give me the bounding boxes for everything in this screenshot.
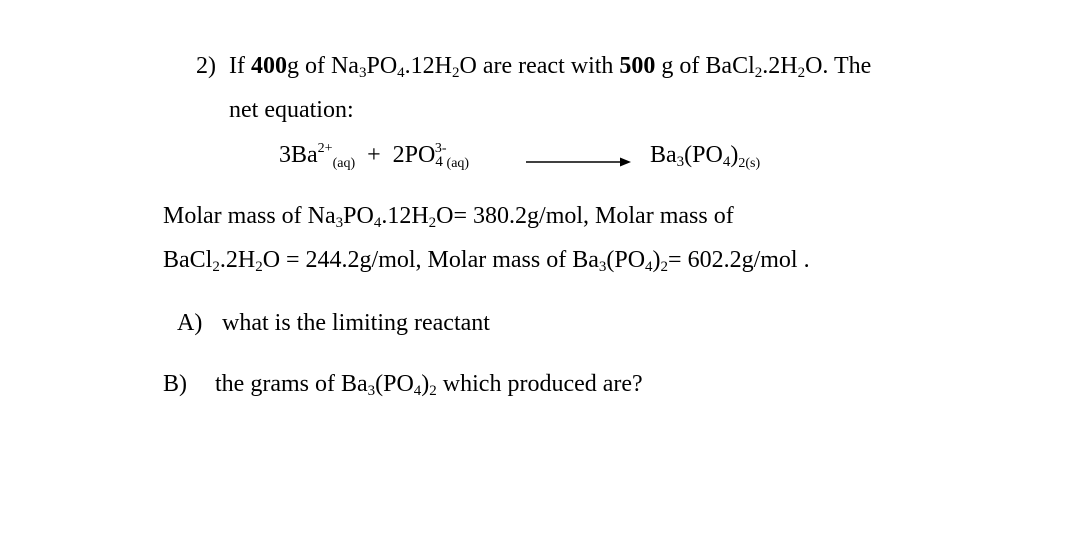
problem-statement-line-2: net equation: — [229, 97, 354, 123]
molar-mass-line-1: Molar mass of $Na_3PO_4.12H_2O= 380.2g/mol$, Molar mass of — [163, 203, 734, 231]
equation-reactants: $3Ba^{2+}_{(aq)} + 2PO_4^{3-}_{(aq)}$ — [279, 141, 470, 171]
equation-product: $Ba_3(PO_4)_{2(s)}$ — [650, 142, 761, 171]
question-a-label: A) — [177, 310, 203, 336]
molar-mass-line-2: $BaCl_2.2H_2O = 244.2g/mol$, Molar mass of $Ba_3(PO_4)_2= 602.2g/mol$ . — [163, 247, 810, 275]
problem-statement-line-1: If 400g of $Na_3PO_4.12H_2O$ are react with 500 g of $BaCl_2.2H_2O$. The — [229, 53, 872, 81]
problem-number: 2) — [196, 53, 216, 79]
question-b-label: B) — [163, 371, 187, 397]
mass-bacl2: 500 — [619, 53, 656, 79]
question-a-text: what is the limiting reactant — [222, 310, 490, 336]
reaction-arrow — [526, 156, 631, 168]
mass-na3po4: 400 — [250, 53, 287, 79]
question-b-text: the grams of $Ba_3(PO_4)_2$ which produced are? — [215, 371, 643, 399]
